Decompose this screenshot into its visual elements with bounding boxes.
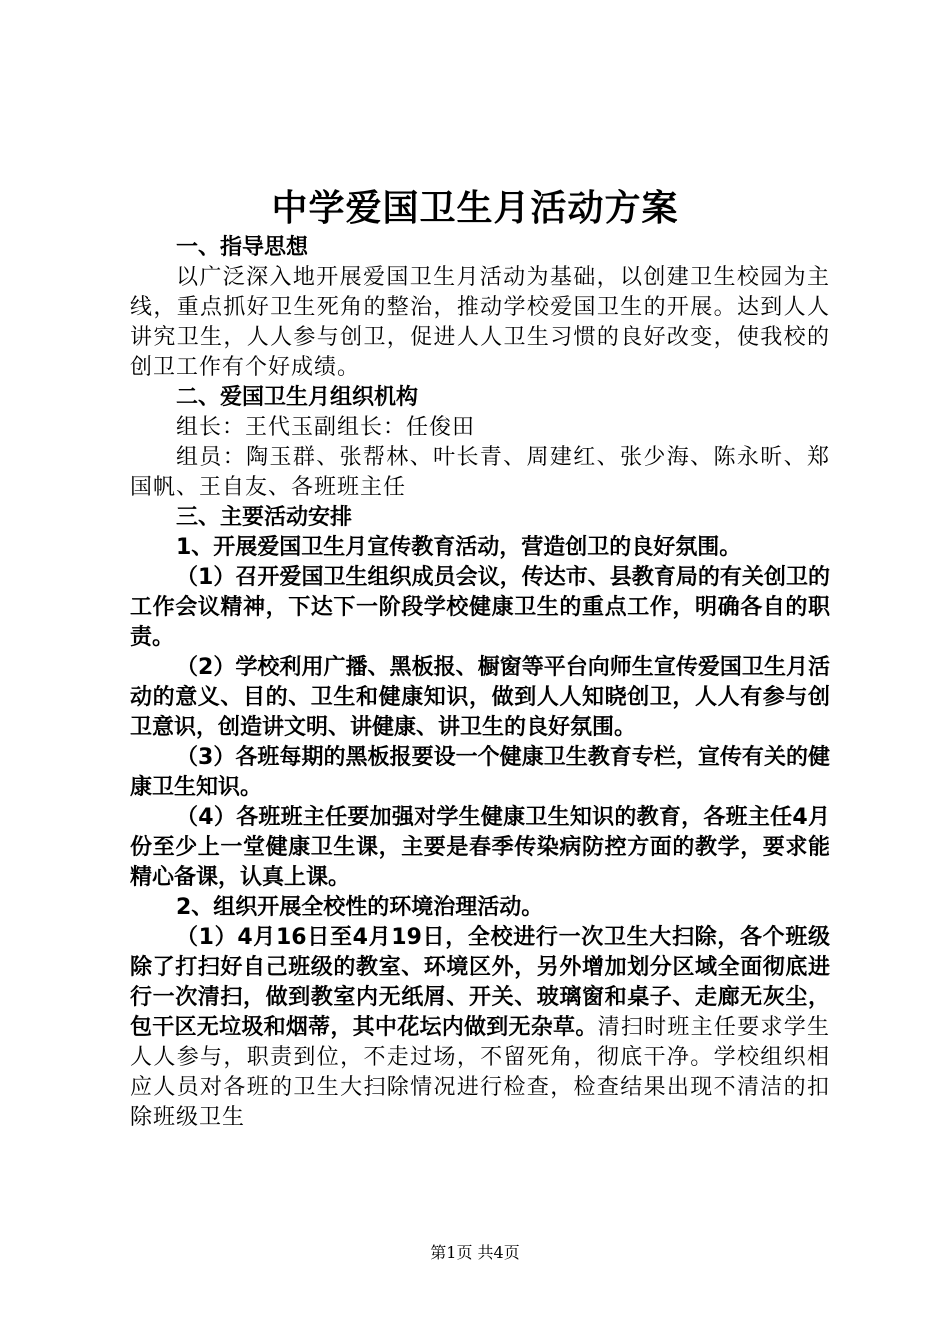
paragraph-item-2-1-bold: （1）4月16日至4月19日，全校进行一次卫生大扫除，各个班级除了打扫好自己班级的教室、环境区外，另外增加划分区域全面彻底进行一次清扫，做到教室内无纸屑、开关、玻璃窗和桌子、走廊无灰尘，包干区无垃圾和烟蒂，其中花坛内做到无杂草。 xyxy=(130,925,830,1040)
section-heading-3: 三、主要活动安排 xyxy=(176,505,353,530)
paragraph-guiding-thought: 以广泛深入地开展爱国卫生月活动为基础，以创建卫生校园为主线，重点抓好卫生死角的整治，推动学校爱国卫生的开展。达到人人讲究卫生，人人参与创卫，促进人人卫生习惯的良好改变，使我校的创卫工作有个好成绩。 xyxy=(130,265,830,380)
page-footer: 第1页 共4页 xyxy=(430,1243,520,1262)
paragraph-members: 组员：陶玉群、张帮林、叶长青、周建红、张少海、陈永昕、郑国帆、王自友、各班班主任 xyxy=(130,445,830,500)
paragraph-item-1-2: （2）学校利用广播、黑板报、橱窗等平台向师生宣传爱国卫生月活动的意义、目的、卫生和健康知识，做到人人知晓创卫，人人有参与创卫意识，创造讲文明、讲健康、讲卫生的良好氛围。 xyxy=(130,655,830,740)
paragraph-leaders: 组长：王代玉副组长：任俊田 xyxy=(176,415,476,440)
document-title: 中学爱国卫生月活动方案 xyxy=(271,187,679,229)
paragraph-item-1: 1、开展爱国卫生月宣传教育活动，营造创卫的良好氛围。 xyxy=(176,535,742,560)
paragraph-item-1-3: （3）各班每期的黑板报要设一个健康卫生教育专栏，宣传有关的健康卫生知识。 xyxy=(130,745,830,800)
document-body xyxy=(130,233,830,1133)
section-heading-1: 一、指导思想 xyxy=(176,235,309,260)
paragraph-item-1-4: （4）各班班主任要加强对学生健康卫生知识的教育，各班主任4月份至少上一堂健康卫生课，主要是春季传染病防控方面的教学，要求能精心备课，认真上课。 xyxy=(130,805,830,890)
paragraph-item-2-1 xyxy=(130,923,830,1133)
paragraph-item-2: 2、组织开展全校性的环境治理活动。 xyxy=(176,895,544,920)
paragraph-item-2-1-regular: 清扫时班主任要求学生人人参与，职责到位，不走过场，不留死角，彻底干净。学校组织相应人员对各班的卫生大扫除情况进行检查，检查结果出现不清洁的扣除班级卫生 xyxy=(130,1015,830,1130)
section-heading-2: 二、爱国卫生月组织机构 xyxy=(176,385,419,410)
paragraph-item-1-1: （1）召开爱国卫生组织成员会议，传达市、县教育局的有关创卫的工作会议精神，下达下一阶段学校健康卫生的重点工作，明确各自的职责。 xyxy=(130,565,830,650)
